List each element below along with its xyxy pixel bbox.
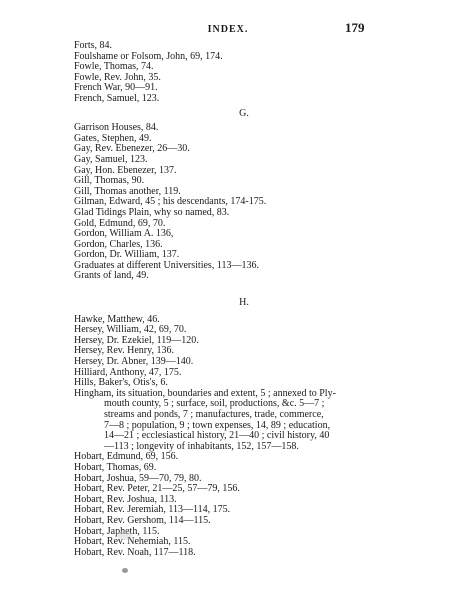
index-entries	[74, 41, 414, 558]
index-entry: Gates, Stephen, 49.	[74, 132, 152, 144]
index-entry: Fowle, Thomas, 74.	[74, 61, 154, 73]
index-entry: Graduates at different Universities, 113—136.	[74, 259, 259, 271]
index-entry-continuation: 7—8 ; population, 9 ; town expenses, 14, 89 ; education,	[104, 419, 331, 431]
index-entry: Hobart, Thomas, 69.	[74, 461, 157, 473]
index-entry: Gordon, Charles, 136.	[74, 238, 163, 250]
index-entry-continuation: mouth county, 5 ; surface, soil, productions, &c. 5—7 ;	[104, 398, 325, 410]
index-entry: Gay, Hon. Ebenezer, 137.	[74, 164, 177, 176]
section-letter-h: H.	[239, 297, 249, 309]
index-entry: Hingham, its situation, boundaries and extent, 5 ; annexed to Ply-	[74, 387, 336, 399]
index-entry: Gill, Thomas, 90.	[74, 175, 145, 187]
ink-smudge	[122, 568, 128, 573]
index-entry: Garrison Houses, 84.	[74, 122, 159, 134]
index-entry: Hersey, Dr. Ezekiel, 119—120.	[74, 334, 199, 346]
index-entry: Hobart, Rev. Noah, 117—118.	[74, 546, 196, 558]
section-letter-g: G.	[239, 107, 249, 119]
index-entry-continuation: —113 ; longevity of inhabitants, 152, 157—158.	[104, 440, 299, 452]
ink-smudge	[118, 530, 132, 540]
index-entry: Hobart, Rev. Gershom, 114—115.	[74, 514, 211, 526]
index-entry: Hobart, Japheth, 115.	[74, 525, 160, 537]
index-entry: Gay, Samuel, 123.	[74, 153, 148, 165]
index-entry-continuation: 14—21 ; ecclesiastical history, 21—40 ; civil history, 40	[104, 430, 330, 442]
index-entry: Hersey, Rev. Henry, 136.	[74, 345, 174, 357]
index-entry: Gill, Thomas another, 119.	[74, 185, 181, 197]
index-entry: Hobart, Rev. Peter, 21—25, 57—79, 156.	[74, 483, 240, 495]
index-entry: French War, 90—91.	[74, 82, 158, 94]
index-entry: French, Samuel, 123.	[74, 92, 160, 104]
index-entry: Gordon, William A. 136,	[74, 228, 174, 240]
index-entry: Gay, Rev. Ebenezer, 26—30.	[74, 143, 190, 155]
index-entry: Hawke, Matthew, 46.	[74, 313, 160, 325]
index-entry: Hobart, Rev. Jeremiah, 113—114, 175.	[74, 504, 231, 516]
index-entry: Grants of land, 49.	[74, 270, 149, 282]
index-entry: Gordon, Dr. William, 137.	[74, 249, 180, 261]
index-entry: Forts, 84.	[74, 40, 113, 51]
page-number: 179	[345, 20, 365, 35]
index-entry: Hilliard, Anthony, 47, 175.	[74, 366, 182, 378]
index-entry: Gold, Edmund, 69, 70.	[74, 217, 166, 229]
running-header: INDEX.	[207, 24, 249, 35]
index-entry: Hills, Baker's, Otis's, 6.	[74, 377, 168, 389]
index-entry: Hobart, Rev. Joshua, 113.	[74, 493, 177, 505]
index-entry: Hobart, Edmund, 69, 156.	[74, 451, 179, 463]
index-entry-continuation: streams and ponds, 7 ; manufactures, trade, commerce,	[104, 409, 324, 420]
index-entry: Hersey, Dr. Abner, 139—140.	[74, 356, 194, 368]
index-entry: Hersey, William, 42, 69, 70.	[74, 324, 187, 336]
index-entry: Gilman, Edward, 45 ; his descendants, 174-175.	[74, 196, 267, 208]
index-entry: Fowle, Rev. John, 35.	[74, 71, 161, 83]
index-entry: Glad Tidings Plain, why so named, 83.	[74, 206, 230, 218]
index-entry: Foulshame or Folsom, John, 69, 174.	[74, 50, 223, 62]
index-entry: Hobart, Rev. Nehemiah, 115.	[74, 536, 191, 548]
index-entry: Hobart, Joshua, 59—70, 79, 80.	[74, 472, 202, 484]
